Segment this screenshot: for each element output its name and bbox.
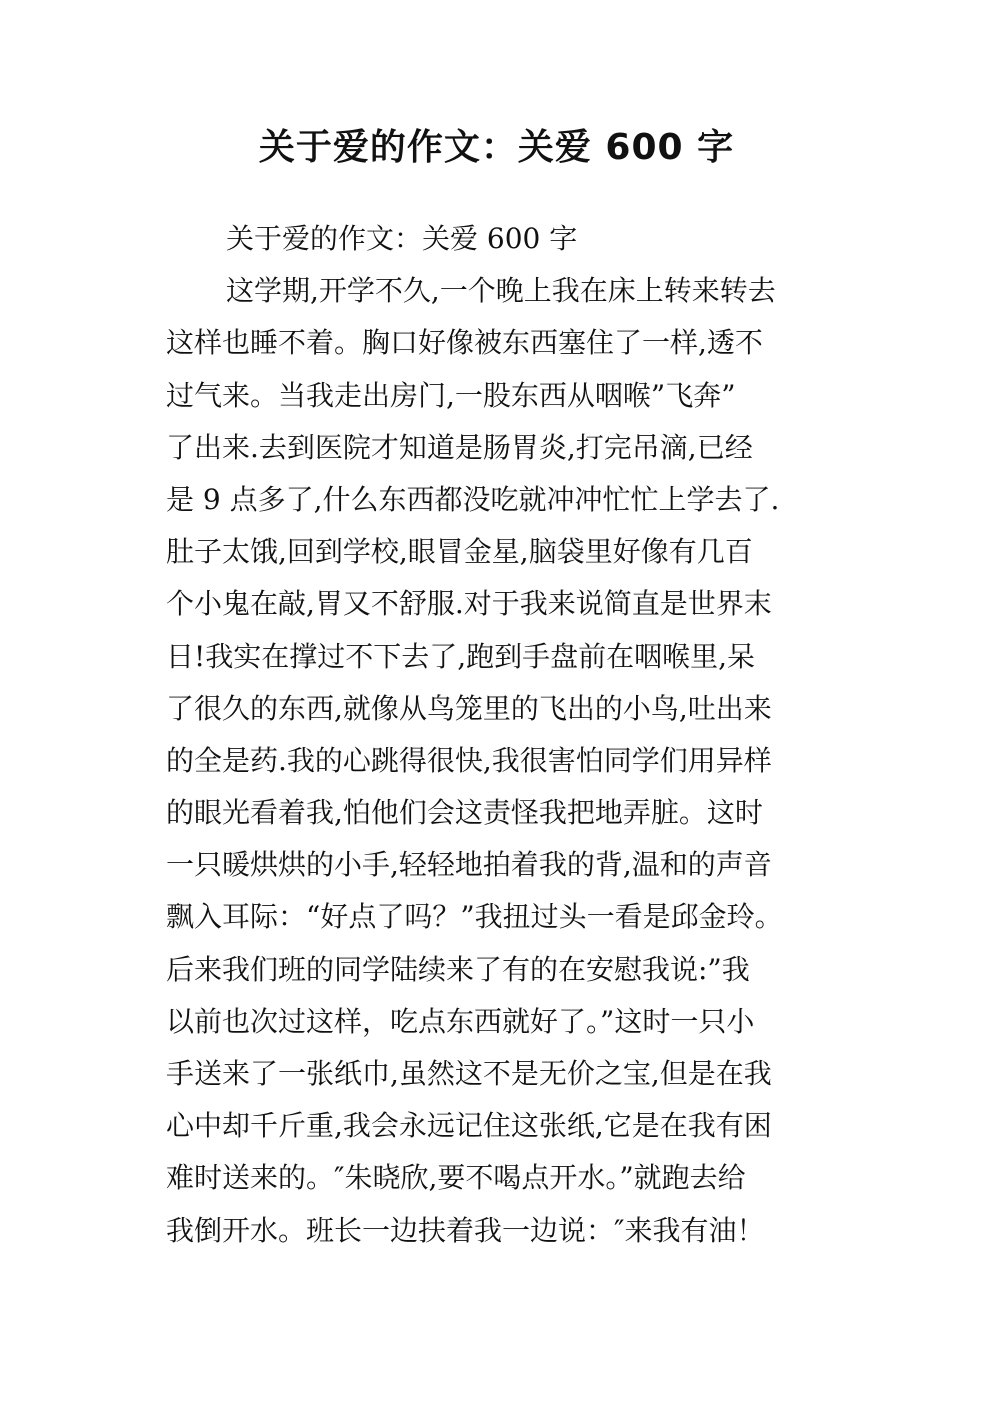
body-line: 了很久的东西,就像从鸟笼里的飞出的小鸟,吐出来 bbox=[166, 691, 772, 725]
body-line: 以前也次过这样，吃点东西就好了。”这时一只小 bbox=[166, 1004, 755, 1038]
body-line: 这样也睡不着。胸口好像被东西塞住了一样,透不 bbox=[166, 326, 763, 360]
body-line: 过气来。当我走出房门,一股东西从咽喉”飞奔” bbox=[166, 378, 736, 412]
body-line: 手送来了一张纸巾,虽然这不是无价之宝,但是在我 bbox=[166, 1057, 772, 1090]
body-line: 个小鬼在敲,胃又不舒服.对于我来说简直是世界末 bbox=[166, 587, 772, 621]
body-line: 关于爱的作文：关爱 600 字 bbox=[226, 222, 578, 255]
body-line: 难时送来的。″朱晓欣,要不喝点开水。”就跑去给 bbox=[166, 1161, 746, 1195]
body-line: 心中却千斤重,我会永远记住这张纸,它是在我有困 bbox=[166, 1109, 772, 1143]
body-line: 的眼光看着我,怕他们会这责怪我把地弄脏。这时 bbox=[166, 796, 763, 830]
body-line: 日!我实在撑过不下去了,跑到手盘前在咽喉里,呆 bbox=[166, 639, 756, 673]
body-line: 是 9 点多了,什么东西都没吃就冲冲忙忙上学去了. bbox=[166, 482, 780, 516]
body-line: 一只暖烘烘的小手,轻轻地拍着我的背,温和的声音 bbox=[166, 848, 772, 882]
document-title: 关于爱的作文：关爱 600 字 bbox=[258, 127, 735, 168]
body-line: 的全是药.我的心跳得很快,我很害怕同学们用异样 bbox=[166, 743, 772, 777]
body-line: 这学期,开学不久,一个晚上我在床上转来转去 bbox=[226, 274, 776, 308]
body-line: 我倒开水。班长一边扶着我一边说：″来我有油！ bbox=[166, 1213, 765, 1247]
body-line: 了出来.去到医院才知道是肠胃炎,打完吊滴,已经 bbox=[166, 430, 753, 464]
body-line: 肚子太饿,回到学校,眼冒金星,脑袋里好像有几百 bbox=[166, 535, 753, 569]
body-line: 后来我们班的同学陆续来了有的在安慰我说:”我 bbox=[166, 952, 750, 986]
document-body bbox=[166, 213, 846, 1257]
body-line: 飘入耳际：“好点了吗？”我扭过头一看是邱金玲。 bbox=[166, 900, 783, 934]
